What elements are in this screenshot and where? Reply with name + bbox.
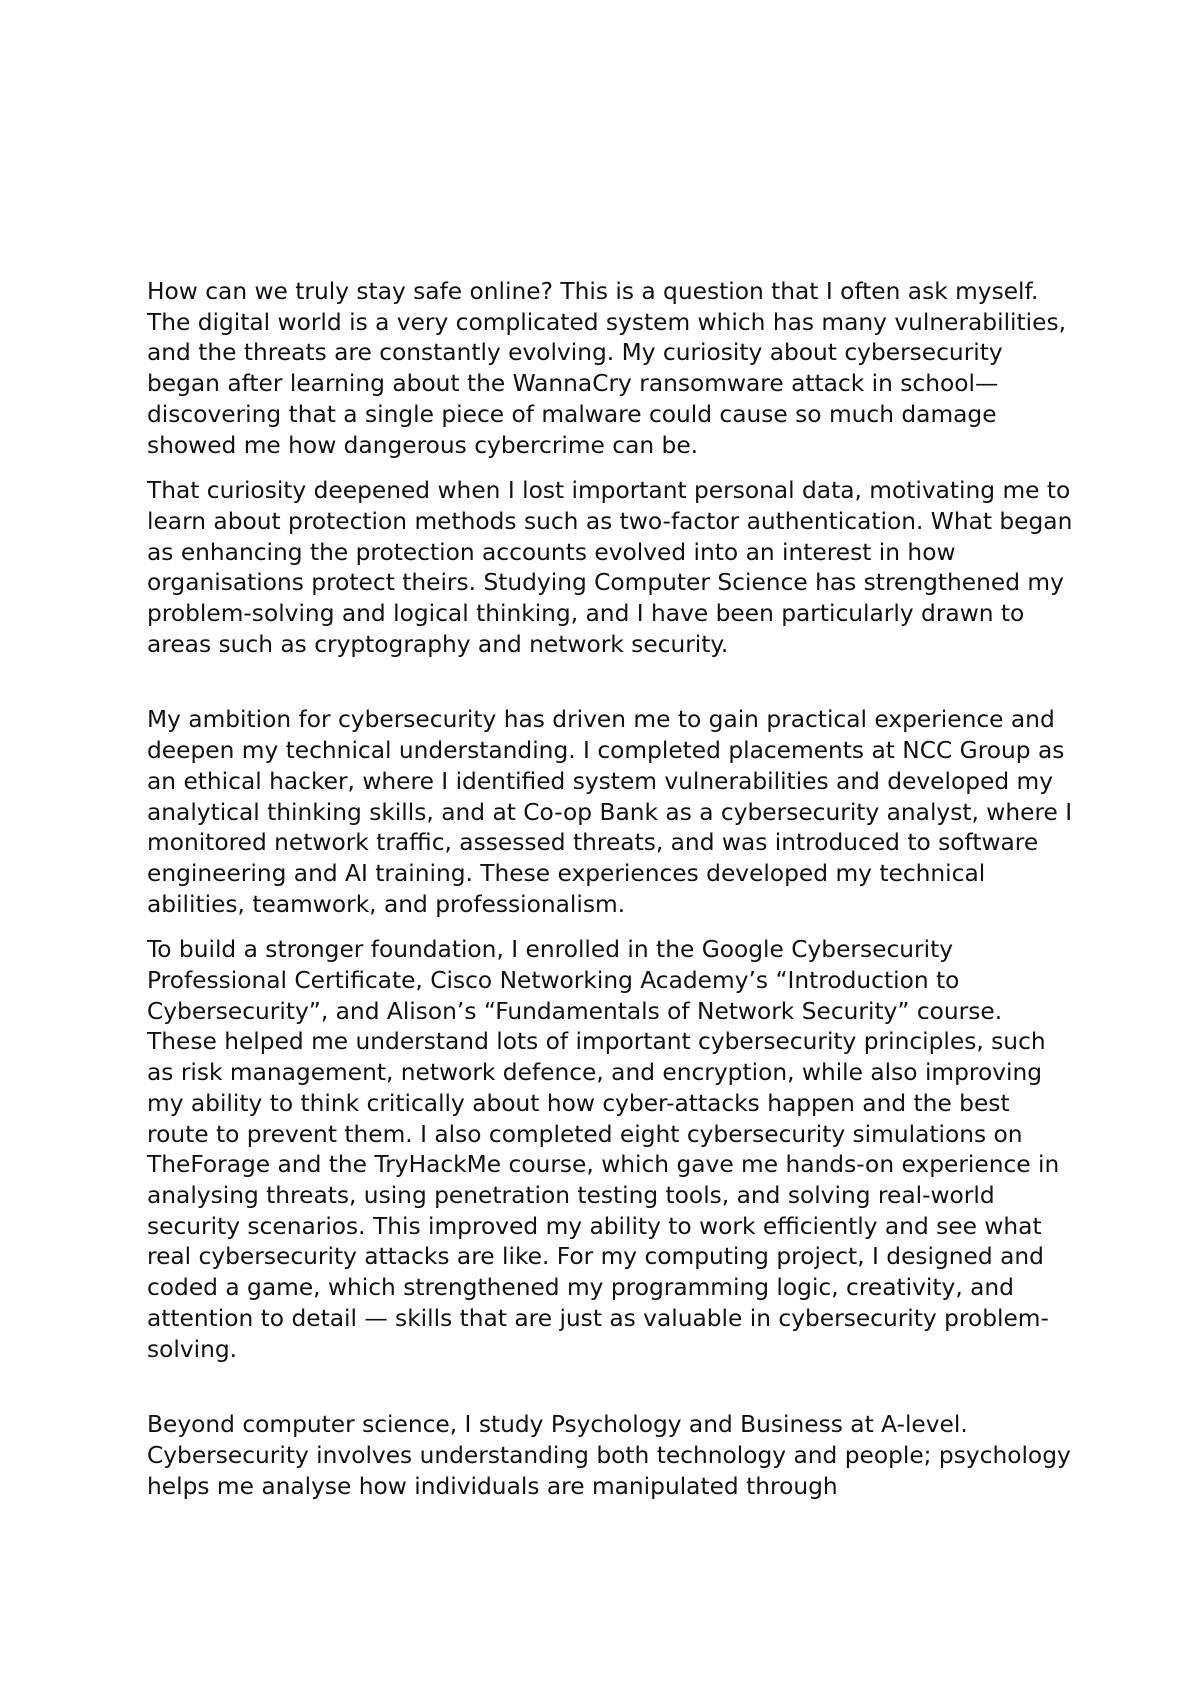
- paragraph-2: That curiosity deepened when I lost important personal data, motivating me to learn about protection methods such as two-factor authentication. What began as enhancing the protection accounts evolved into an interest in how organisations protect theirs. Studying Computer Science has strengthened my problem-solving and logical thinking, and I have been particularly drawn to areas such as cryptography and network security.: [147, 477, 1073, 658]
- paragraph-3: My ambition for cybersecurity has driven me to gain practical experience and deepen my technical understanding. I completed placements at NCC Group as an ethical hacker, where I identified system vulnerabilities and developed my analytical thinking skills, and at Co-op Bank as a cybersecurity analyst, where I monitored network traffic, assessed threats, and was introduced to software engineering and AI training. These experiences developed my technical abilities, teamwork, and professionalism.: [147, 706, 1073, 918]
- paragraph-5: Beyond computer science, I study Psychology and Business at A-level. Cybersecurity involves understanding both technology and people; psychology helps me analyse how individuals are manipulated through: [147, 1411, 1071, 1500]
- paragraph-1: How can we truly stay safe online? This is a question that I often ask myself. The digital world is a very complicated system which has many vulnerabilities, and the threats are constantly evolving. My curiosity about cybersecurity began after learning about the WannaCry ransomware attack in school—discovering that a single piece of malware could cause so much damage showed me how dangerous cybercrime can be.: [147, 278, 1066, 459]
- paragraph-4: To build a stronger foundation, I enrolled in the Google Cybersecurity Professional Certificate, Cisco Networking Academy’s “Introduction to Cybersecurity”, and Alison’s “Fundamentals of Network Security” course. These helped me understand lots of important cybersecurity principles, such as risk management, network defence, and encryption, while also improving my ability to think critically about how cyber-attacks happen and the best route to prevent them. I also completed eight cybersecurity simulations on TheForage and the TryHackMe course, which gave me hands-on experience in analysing threats, using penetration testing tools, and solving real-world security scenarios. This improved my ability to work efficiently and see what real cybersecurity attacks are like. For my computing project, I designed and coded a game, which strengthened my programming logic, creativity, and attention to detail — skills that are just as valuable in cybersecurity problem-solving.: [147, 936, 1060, 1363]
- document-body: [147, 277, 1077, 1502]
